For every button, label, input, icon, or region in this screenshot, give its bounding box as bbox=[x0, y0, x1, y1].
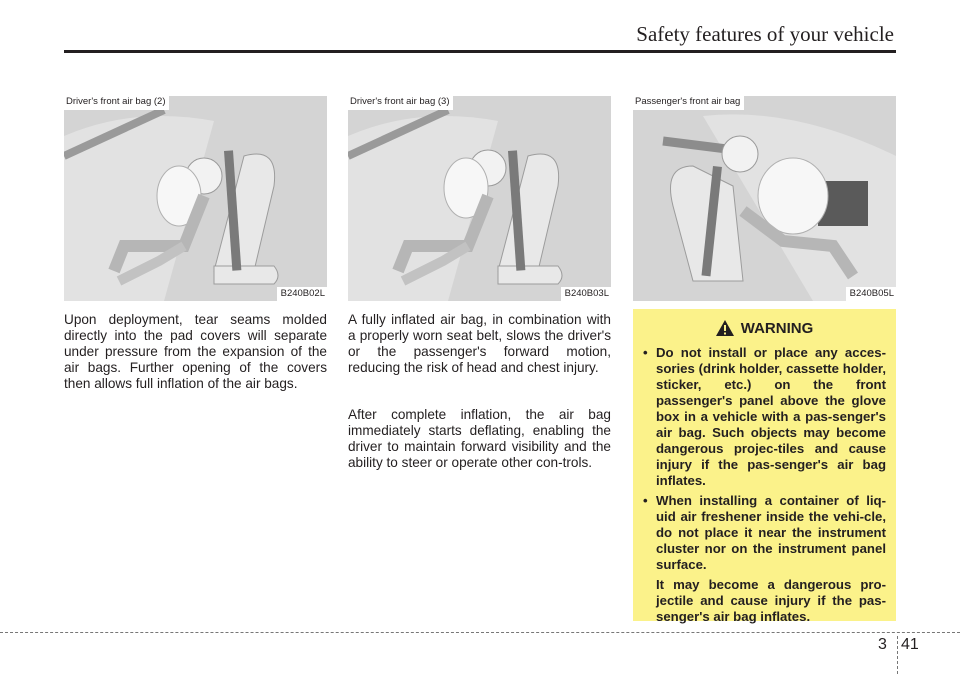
chapter-number: 3 bbox=[878, 636, 887, 653]
figure-code: B240B03L bbox=[561, 287, 611, 301]
page-header-title: Safety features of your vehicle bbox=[636, 22, 894, 46]
page-number-separator bbox=[897, 636, 898, 674]
paragraph-tear-seams: Upon deployment, tear seams molded directly into the pad covers will separate under pressure from the expansion of the air bags. Further opening of the covers then allows full inflation of the air bags. bbox=[64, 312, 327, 392]
warning-item-text: Do not install or place any acces-sories (drink holder, cassette holder, sticker, etc.) on the front passenger's panel above the glove box in a vehicle with a pas-senger's air bag. Such objects may become dangerous projec-tiles and cause injury if the pas-senger's air bag inflates. bbox=[656, 345, 886, 488]
warning-item bbox=[642, 345, 886, 489]
page-number: 41 bbox=[901, 636, 919, 653]
driver-airbag-2-illustration bbox=[64, 96, 327, 301]
figure-caption: Driver's front air bag (2) bbox=[64, 96, 169, 110]
figure-passenger-airbag bbox=[633, 96, 896, 301]
warning-heading bbox=[642, 319, 886, 337]
bullet-icon: • bbox=[643, 345, 648, 360]
bullet-icon: • bbox=[643, 493, 648, 508]
driver-airbag-3-illustration bbox=[348, 96, 611, 301]
footer-rule bbox=[0, 632, 960, 633]
warning-title: WARNING bbox=[740, 319, 814, 337]
warning-item bbox=[642, 493, 886, 625]
figure-driver-airbag-2 bbox=[64, 96, 327, 301]
figure-driver-airbag-3 bbox=[348, 96, 611, 301]
warning-item-text-continued: It may become a dangerous pro-jectile and cause injury if the pas-senger's air bag inflates. bbox=[656, 577, 886, 624]
passenger-airbag-illustration bbox=[633, 96, 896, 301]
warning-triangle-icon bbox=[715, 319, 735, 337]
warning-box bbox=[633, 309, 896, 624]
paragraph-inflated-airbag: A fully inflated air bag, in combination with a properly worn seat belt, slows the driver's or the passenger's forward motion, reducing the risk of head and chest injury. bbox=[348, 312, 611, 376]
figure-code: B240B05L bbox=[846, 287, 896, 301]
figure-caption: Passenger's front air bag bbox=[633, 96, 744, 110]
header-rule bbox=[64, 50, 896, 53]
figure-caption: Driver's front air bag (3) bbox=[348, 96, 453, 110]
warning-list bbox=[642, 345, 886, 625]
figure-code: B240B02L bbox=[277, 287, 327, 301]
paragraph-deflation: After complete inflation, the air bag immediately starts deflating, enabling the driver to maintain forward visibility and the ability to steer or operate other con-trols. bbox=[348, 407, 611, 471]
warning-item-text: When installing a container of liq-uid air freshener inside the vehi-cle, do not place it near the instrument cluster nor on the instrument panel surface. bbox=[656, 493, 886, 572]
